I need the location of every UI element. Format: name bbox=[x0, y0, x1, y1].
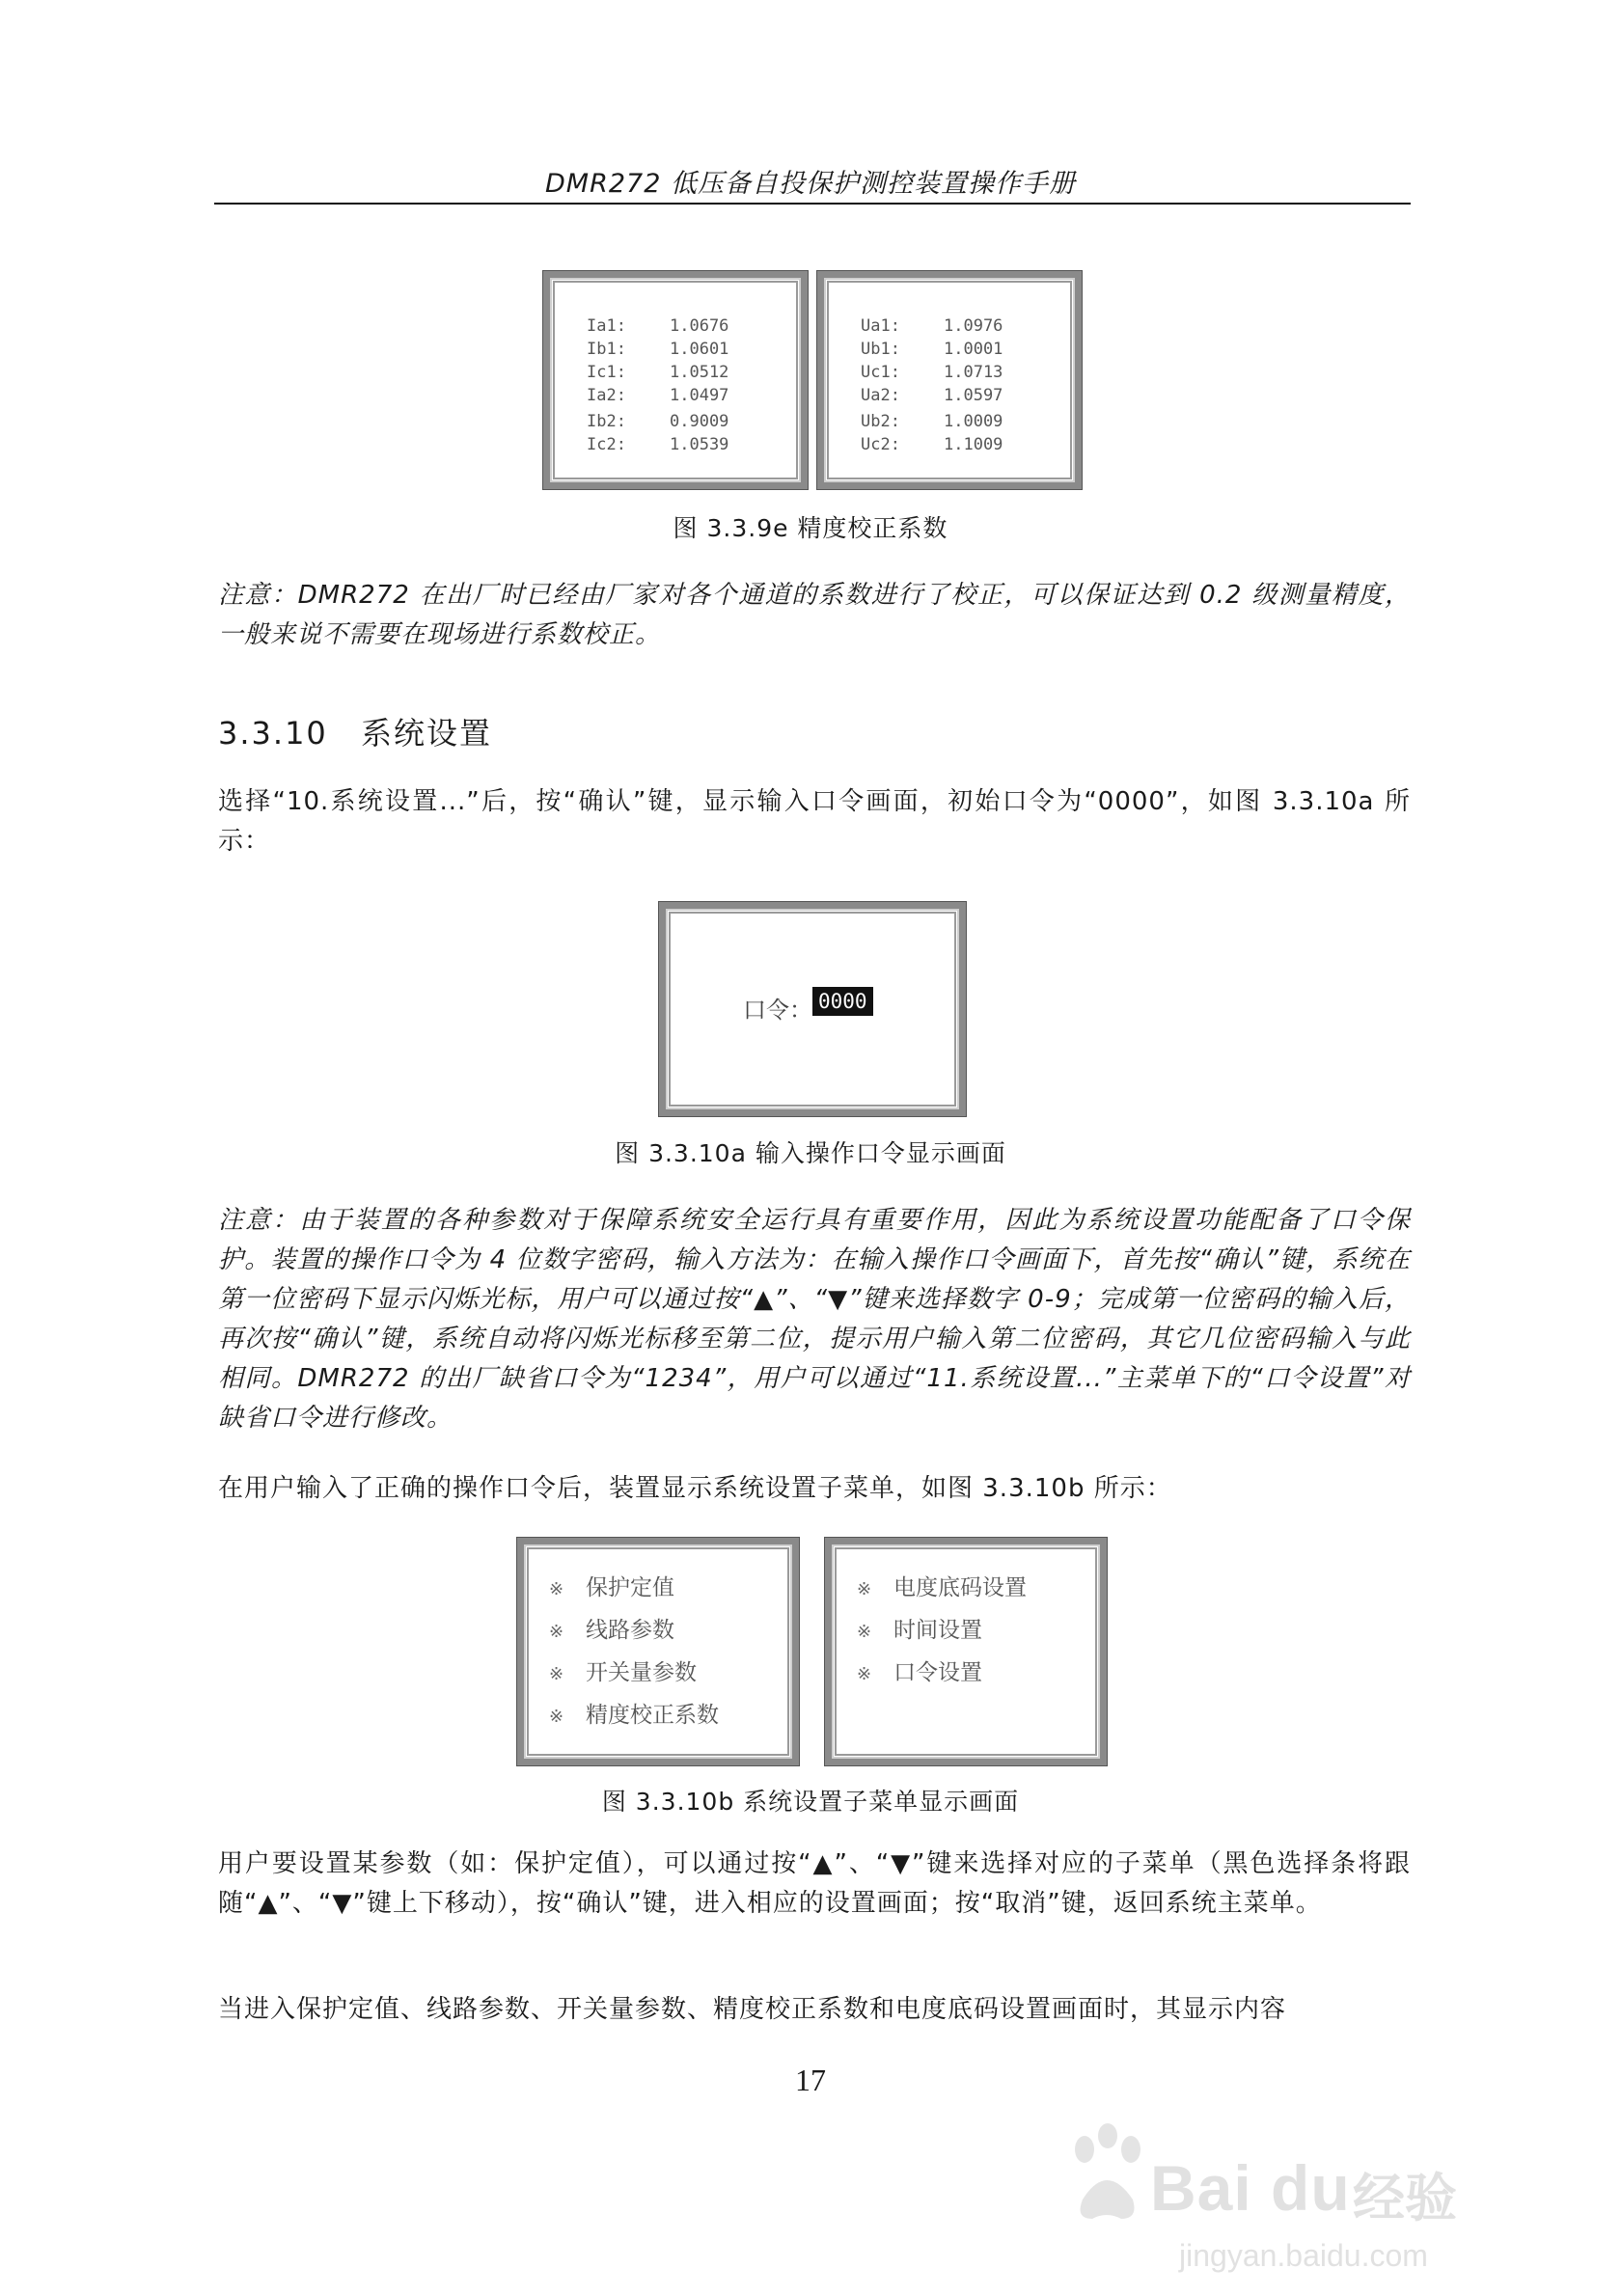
note-calibration: 注意：DMR272 在出厂时已经由厂家对各个通道的系数进行了校正，可以保证达到 0.2 级测量精度，一般来说不需要在现场进行系数校正。 bbox=[218, 581, 1411, 649]
coefficient-value: 1.0497 bbox=[670, 386, 729, 405]
header-rule bbox=[214, 203, 1411, 205]
coefficient-name: Ic2: bbox=[587, 435, 626, 454]
paragraph-display-content: 当进入保护定值、线路参数、开关量参数、精度校正系数和电度底码设置画面时，其显示内容 bbox=[218, 1995, 1287, 2024]
lcd-panel-submenu-left bbox=[517, 1538, 799, 1765]
submenu-item bbox=[857, 1612, 982, 1644]
lcd-inner-border bbox=[669, 912, 956, 1107]
coefficient-value: 1.1009 bbox=[944, 435, 1003, 454]
menu-marker-icon: ※ bbox=[857, 1664, 872, 1684]
menu-marker-icon: ※ bbox=[549, 1707, 564, 1727]
figure-caption-310b: 图 3.3.10b 系统设置子菜单显示画面 bbox=[601, 1788, 1020, 1816]
lcd-panel-voltage-coefficients bbox=[817, 271, 1082, 489]
coefficient-value: 1.0597 bbox=[944, 386, 1003, 405]
paragraph-submenu-intro: 在用户输入了正确的操作口令后，装置显示系统设置子菜单，如图 3.3.10b 所示： bbox=[218, 1474, 1172, 1503]
submenu-item bbox=[857, 1654, 982, 1686]
coefficient-name: Ib2: bbox=[587, 412, 626, 431]
password-label: 口令： bbox=[743, 997, 812, 1024]
submenu-item bbox=[549, 1612, 674, 1644]
coefficient-value: 0.9009 bbox=[670, 412, 729, 431]
coefficient-value: 1.0601 bbox=[670, 340, 729, 359]
section-heading bbox=[218, 709, 492, 753]
coefficient-name: Ua1: bbox=[861, 316, 900, 336]
coefficient-name: Ib1: bbox=[587, 340, 626, 359]
submenu-item bbox=[857, 1570, 1027, 1601]
coefficient-value: 1.0713 bbox=[944, 363, 1003, 382]
submenu-item-label: 开关量参数 bbox=[586, 1660, 697, 1685]
page-number: 17 bbox=[795, 2063, 826, 2097]
section-title: 系统设置 bbox=[361, 715, 493, 752]
submenu-item bbox=[549, 1654, 697, 1686]
coefficient-name: Uc1: bbox=[861, 363, 900, 382]
coefficient-name: Ia2: bbox=[587, 386, 626, 405]
submenu-item-label: 时间设置 bbox=[893, 1618, 982, 1643]
paragraph-submenu-navigation: 用户要设置某参数（如：保护定值），可以通过按“▲”、“▼”键来选择对应的子菜单（黑色选择条将跟随“▲”、“▼”键上下移动），按“确认”键，进入相应的设置画面；按“取消”键，返回系统主菜单。 bbox=[218, 1849, 1411, 1918]
watermark-cn: 经验 bbox=[1353, 2168, 1457, 2228]
coefficient-name: Uc2: bbox=[861, 435, 900, 454]
coefficient-name: Ic1: bbox=[587, 363, 626, 382]
lcd-panel-current-coefficients bbox=[543, 271, 808, 489]
menu-marker-icon: ※ bbox=[857, 1622, 872, 1642]
submenu-item-label: 精度校正系数 bbox=[586, 1703, 719, 1728]
lcd-panel-password-entry bbox=[659, 902, 966, 1116]
section-number: 3.3.10 bbox=[218, 715, 328, 752]
paw-logo-icon bbox=[1063, 2122, 1150, 2228]
coefficient-value: 1.0976 bbox=[944, 316, 1003, 336]
figure-caption-39e: 图 3.3.9e 精度校正系数 bbox=[673, 514, 948, 542]
coefficient-value: 1.0001 bbox=[944, 340, 1003, 359]
coefficient-name: Ub1: bbox=[861, 340, 900, 359]
coefficient-value: 1.0512 bbox=[670, 363, 729, 382]
coefficient-name: Ua2: bbox=[861, 386, 900, 405]
submenu-item bbox=[549, 1570, 674, 1601]
coefficient-value: 1.0009 bbox=[944, 412, 1003, 431]
menu-marker-icon: ※ bbox=[549, 1622, 564, 1642]
submenu-item-label: 口令设置 bbox=[893, 1660, 982, 1685]
submenu-item-label: 电度底码设置 bbox=[893, 1575, 1027, 1600]
note-password-protection: 注意：由于装置的各种参数对于保障系统安全运行具有重要作用，因此为系统设置功能配备了口令保护。装置的操作口令为 4 位数字密码，输入方法为：在输入操作口令画面下，首先按“确认”键，系统在第一位密码下显示闪烁光标，用户可以通过按“▲”、“▼”键来选择数字 0-9；完成第一位密码的输入后，再次按“确认”键，系统自动将闪烁光标移至第二位，提示用户输入第二位密码，其它几位密码输入与此相同。DMR272 的出厂缺省口令为“1234”，用户可以通过“11.系统设置...”主菜单下的“口令设置”对缺省口令进行修改。 bbox=[218, 1206, 1411, 1433]
submenu-item-label: 保护定值 bbox=[586, 1575, 674, 1600]
menu-marker-icon: ※ bbox=[549, 1664, 564, 1684]
paragraph-select-system-settings: 选择“10.系统设置...”后，按“确认”键，显示输入口令画面，初始口令为“0000”，如图 3.3.10a 所示： bbox=[218, 787, 1411, 856]
coefficient-name: Ub2: bbox=[861, 412, 900, 431]
coefficient-value: 1.0539 bbox=[670, 435, 729, 454]
figure-caption-310a: 图 3.3.10a 输入操作口令显示画面 bbox=[615, 1139, 1006, 1167]
watermark-url: jingyan.baidu.com bbox=[1179, 2238, 1428, 2273]
submenu-item-label: 线路参数 bbox=[586, 1618, 674, 1643]
baidu-jingyan-watermark bbox=[1063, 2122, 1507, 2286]
watermark-brand: Bai du bbox=[1150, 2152, 1351, 2224]
coefficient-name: Ia1: bbox=[587, 316, 626, 336]
submenu-item bbox=[549, 1697, 719, 1729]
password-value: 0000 bbox=[814, 989, 871, 1014]
document-header-title: DMR272 低压备自投保护测控装置操作手册 bbox=[545, 169, 1076, 199]
lcd-panel-submenu-right bbox=[825, 1538, 1107, 1765]
menu-marker-icon: ※ bbox=[549, 1579, 564, 1599]
menu-marker-icon: ※ bbox=[857, 1579, 872, 1599]
coefficient-value: 1.0676 bbox=[670, 316, 729, 336]
